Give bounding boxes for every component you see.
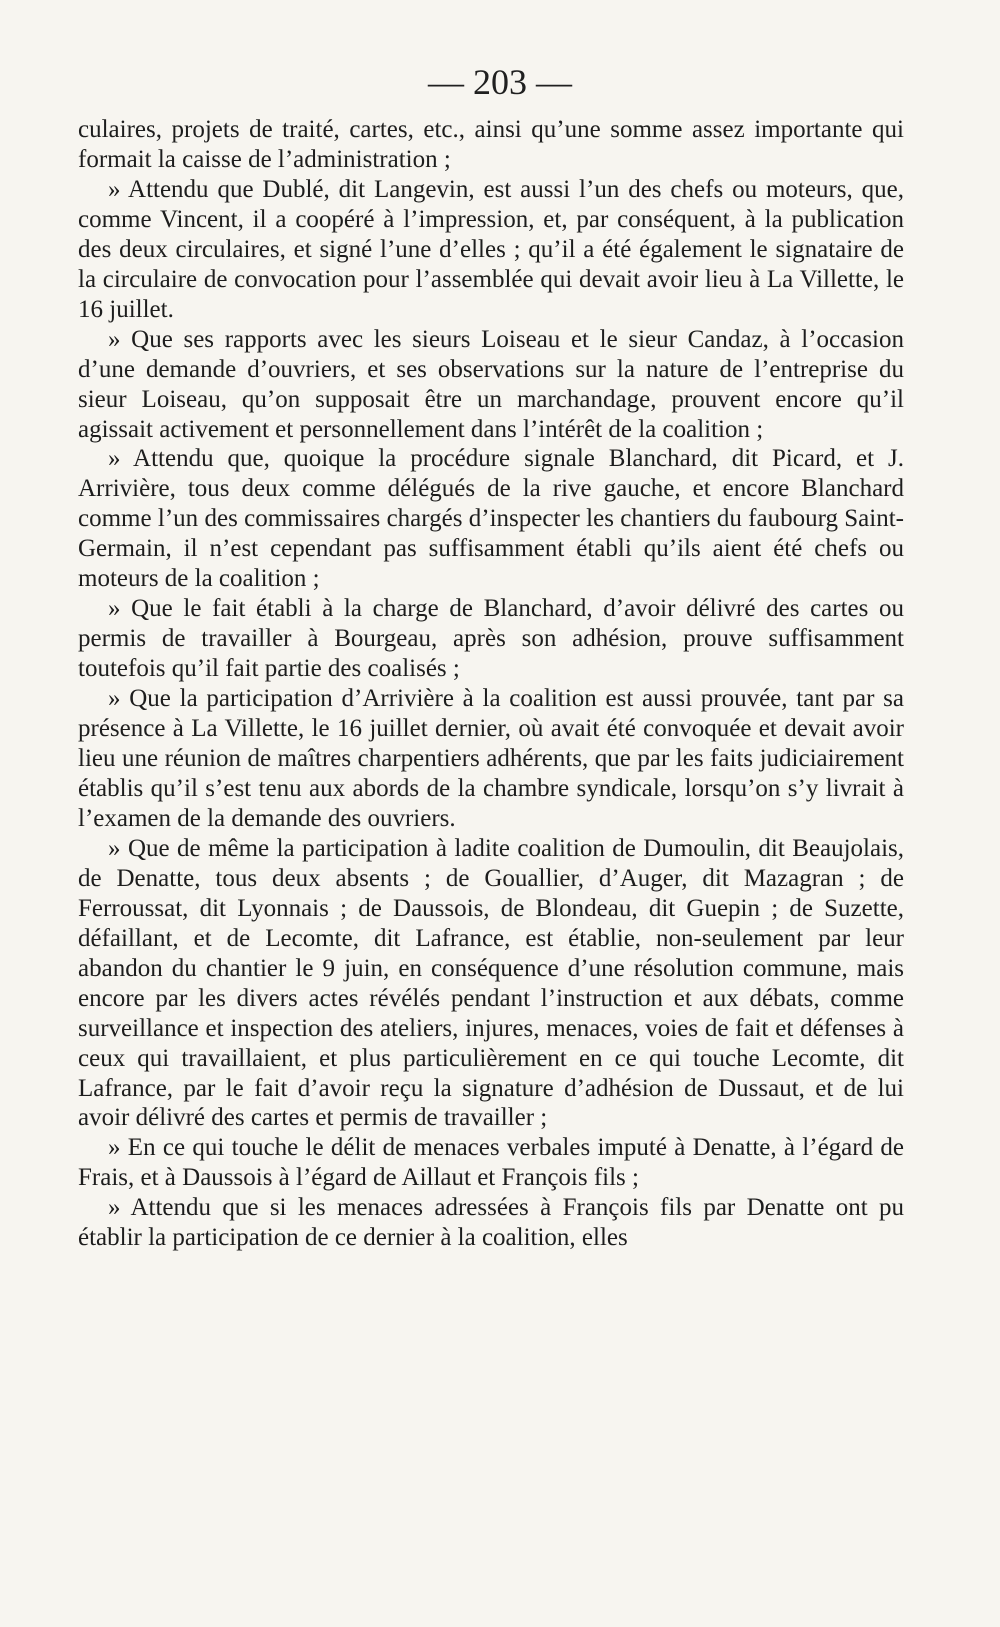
paragraph: » En ce qui touche le délit de menaces verbales imputé à Denatte, à l’égard de Frais, et à Daussois à l’égard de Aillaut et François fils ; xyxy=(78,1134,904,1192)
paragraph: » Attendu que, quoique la procédure signale Blanchard, dit Picard, et J. Arrivière, tous deux comme délégués de la rive gauche, et encore Blanchard comme l’un des commissaires chargés d’inspecter les chantiers du faubourg Saint-Germain, il n’est cependant pas suffisamment établi qu’ils aient été chefs ou moteurs de la coalition ; xyxy=(78,445,904,593)
paragraph: » Que la participation d’Arrivière à la coalition est aussi prouvée, tant par sa présence à La Villette, le 16 juillet dernier, où avait été convoquée et devait avoir lieu une réunion de maîtres charpentiers adhérents, que par les faits judiciairement établis qu’il s’est tenu aux abords de la chambre syndicale, lorsqu’on s’y livrait à l’examen de la demande des ouvriers. xyxy=(78,685,904,832)
paragraph: » Que de même la participation à ladite coalition de Dumoulin, dit Beaujolais, de Denatte, tous deux absents ; de Gouallier, d’Auger, dit Mazagran ; de Ferroussat, dit Lyonnais ; de Daussois, de Blondeau, dit Guepin ; de Suzette, défaillant, et de Lecomte, dit Lafrance, est établie, non-seulement par leur abandon du chantier le 9 juin, en conséquence d’une résolution commune, mais encore par les divers actes révélés pendant l’instruction et aux débats, comme surveillance et inspection des ateliers, injures, menaces, voies de fait et défenses à ceux qui travaillaient, et plus particulièrement en ce qui touche Lecomte, dit Lafrance, par le fait d’avoir reçu la signature d’adhésion de Dussaut, et de lui avoir délivré des cartes et permis de travailler ; xyxy=(78,834,904,1132)
page-number: — 203 — xyxy=(428,62,572,102)
paragraph: » Que ses rapports avec les sieurs Loiseau et le sieur Candaz, à l’occasion d’une demande d’ouvriers, et ses observations sur la nature de l’entreprise du sieur Loiseau, qu’on supposait être un marchandage, prouvent encore qu’il agissait activement et personnellement dans l’intérêt de la coalition ; xyxy=(78,325,904,443)
paragraph: » Attendu que si les menaces adressées à François fils par Denatte ont pu établir la participation de ce dernier à la coalition, elles xyxy=(78,1194,904,1252)
paragraph: culaires, projets de traité, cartes, etc., ainsi qu’une somme assez importante qui formait la caisse de l’administration ; xyxy=(78,116,904,173)
paragraph: » Attendu que Dublé, dit Langevin, est aussi l’un des chefs ou moteurs, que, comme Vincent, il a coopéré à l’impression, et, par conséquent, à la publication des deux circulaires, et signé l’une d’elles ; qu’il a été également le signataire de la circulaire de convocation pour l’assemblée qui devait avoir lieu à La Villette, le 16 juillet. xyxy=(78,175,904,323)
paragraph: » Que le fait établi à la charge de Blanchard, d’avoir délivré des cartes ou permis de travailler à Bourgeau, après son adhésion, prouve suffisamment toutefois qu’il fait partie des coalisés ; xyxy=(78,595,904,683)
body-text xyxy=(78,115,904,1253)
